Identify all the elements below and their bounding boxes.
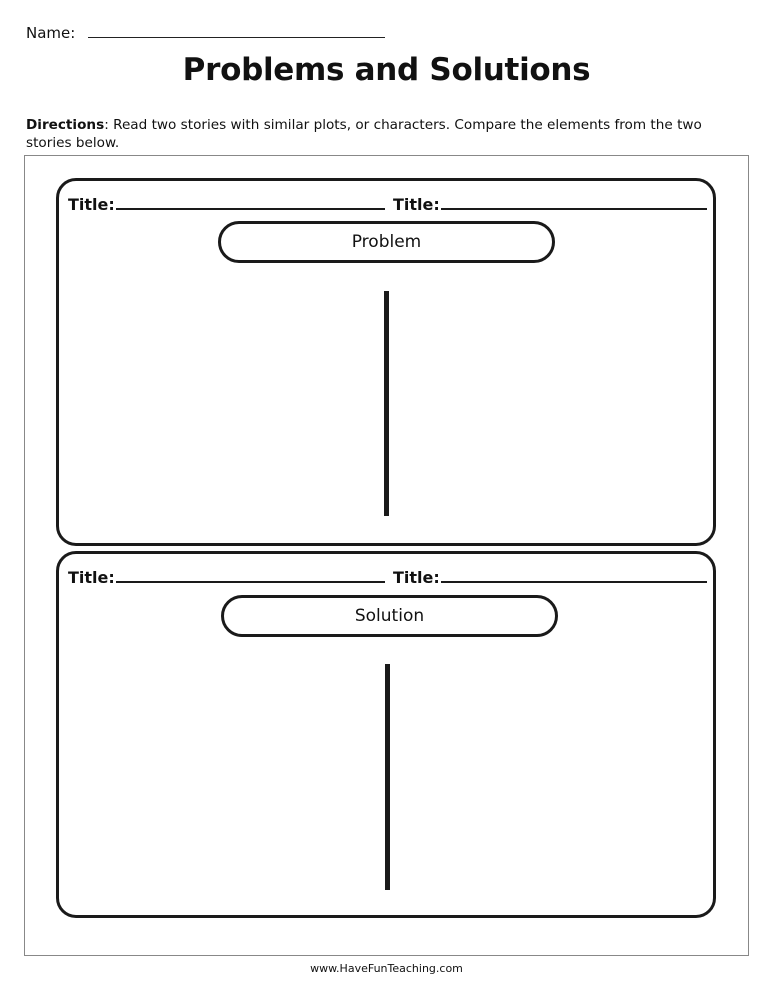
solution-right-title-label: Title: (393, 568, 440, 587)
solution-left-title-field[interactable] (68, 568, 385, 587)
solution-left-title-label: Title: (68, 568, 115, 587)
name-label: Name: (26, 24, 76, 42)
problem-left-title-label: Title: (68, 195, 115, 214)
solution-right-title-field[interactable] (393, 568, 707, 587)
name-row (26, 22, 75, 42)
name-blank-line[interactable] (88, 37, 385, 38)
problem-card (56, 178, 716, 546)
solution-right-title-blank[interactable] (441, 569, 707, 583)
problem-heading: Problem (218, 221, 555, 263)
page-title: Problems and Solutions (182, 52, 591, 88)
directions-text: : Read two stories with similar plots, or characters. Compare the elements from the two stories below. (26, 117, 702, 151)
solution-divider-line (385, 664, 390, 890)
solution-left-title-blank[interactable] (116, 569, 385, 583)
problem-right-title-label: Title: (393, 195, 440, 214)
directions-label: Directions (26, 117, 105, 133)
solution-heading: Solution (221, 595, 558, 637)
problem-left-title-field[interactable] (68, 195, 385, 214)
problem-right-title-field[interactable] (393, 195, 707, 214)
problem-right-title-blank[interactable] (441, 196, 707, 210)
directions (26, 116, 746, 152)
problem-divider-line (384, 291, 389, 516)
problem-left-title-blank[interactable] (116, 196, 385, 210)
solution-card (56, 551, 716, 918)
footer-website: www.HaveFunTeaching.com (310, 962, 463, 975)
